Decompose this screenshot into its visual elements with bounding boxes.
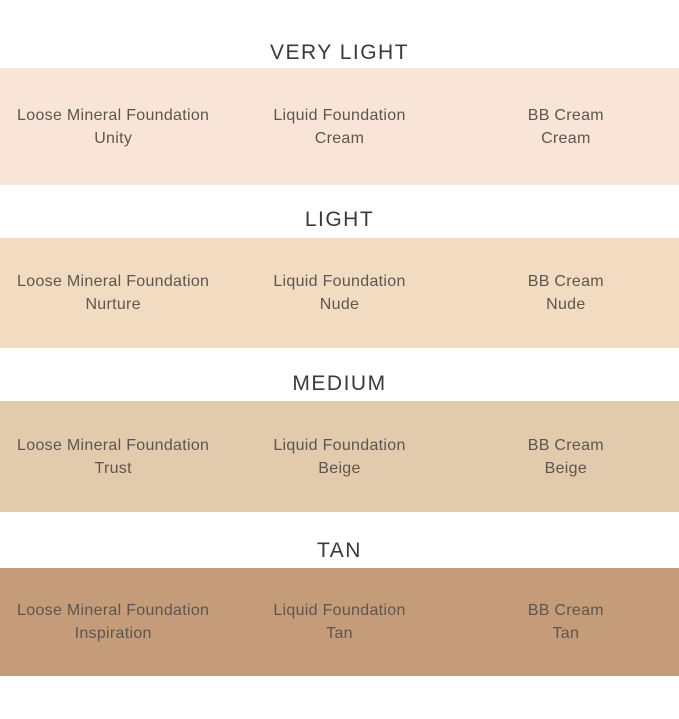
shade-swatch-band	[0, 238, 679, 348]
shade-group-heading: LIGHT	[304, 208, 375, 231]
product-cell	[453, 568, 679, 676]
product-shade: Tan	[326, 625, 353, 642]
product-name: Loose Mineral Foundation	[17, 602, 210, 619]
product-name: BB Cream	[527, 602, 604, 619]
product-shade: Tan	[552, 625, 580, 642]
product-shade: Cream	[541, 129, 591, 147]
product-shade: Nude	[319, 296, 360, 313]
product-name: Liquid Foundation	[273, 602, 406, 619]
product-name: Liquid Foundation	[273, 106, 406, 124]
shade-group-very-light	[0, 40, 679, 185]
product-shade: Trust	[94, 459, 132, 477]
shade-group-medium	[0, 371, 679, 512]
product-cell	[226, 238, 452, 348]
shade-swatch-band	[0, 568, 679, 676]
product-shade: Unity	[94, 129, 133, 147]
product-cell	[0, 68, 226, 185]
product-shade: Nurture	[85, 296, 141, 313]
product-cell	[453, 401, 679, 512]
product-name: BB Cream	[527, 106, 604, 124]
product-cell	[453, 238, 679, 348]
product-name: BB Cream	[527, 273, 604, 290]
product-cell	[226, 401, 452, 512]
shade-swatch-band	[0, 401, 679, 512]
shade-group-heading: TAN	[317, 539, 362, 562]
shade-chart	[0, 40, 679, 719]
shade-group-tan	[0, 538, 679, 676]
product-shade: Nude	[546, 296, 586, 313]
product-cell	[0, 568, 226, 676]
product-shade: Cream	[314, 129, 365, 147]
product-cell	[226, 568, 452, 676]
product-name: Loose Mineral Foundation	[17, 436, 210, 454]
product-shade: Inspiration	[74, 625, 152, 642]
product-cell	[453, 68, 679, 185]
product-cell	[0, 238, 226, 348]
shade-group-heading: MEDIUM	[292, 372, 387, 395]
product-shade: Beige	[318, 459, 361, 477]
product-name: Liquid Foundation	[273, 273, 406, 290]
product-name: Loose Mineral Foundation	[17, 106, 210, 124]
product-cell	[226, 68, 452, 185]
product-name: BB Cream	[527, 436, 604, 454]
shade-group-light	[0, 207, 679, 348]
shade-group-heading: VERY LIGHT	[269, 41, 410, 64]
product-shade: Beige	[544, 459, 588, 477]
shade-swatch-band	[0, 68, 679, 185]
product-cell	[0, 401, 226, 512]
product-name: Liquid Foundation	[273, 436, 406, 454]
product-name: Loose Mineral Foundation	[17, 273, 210, 290]
